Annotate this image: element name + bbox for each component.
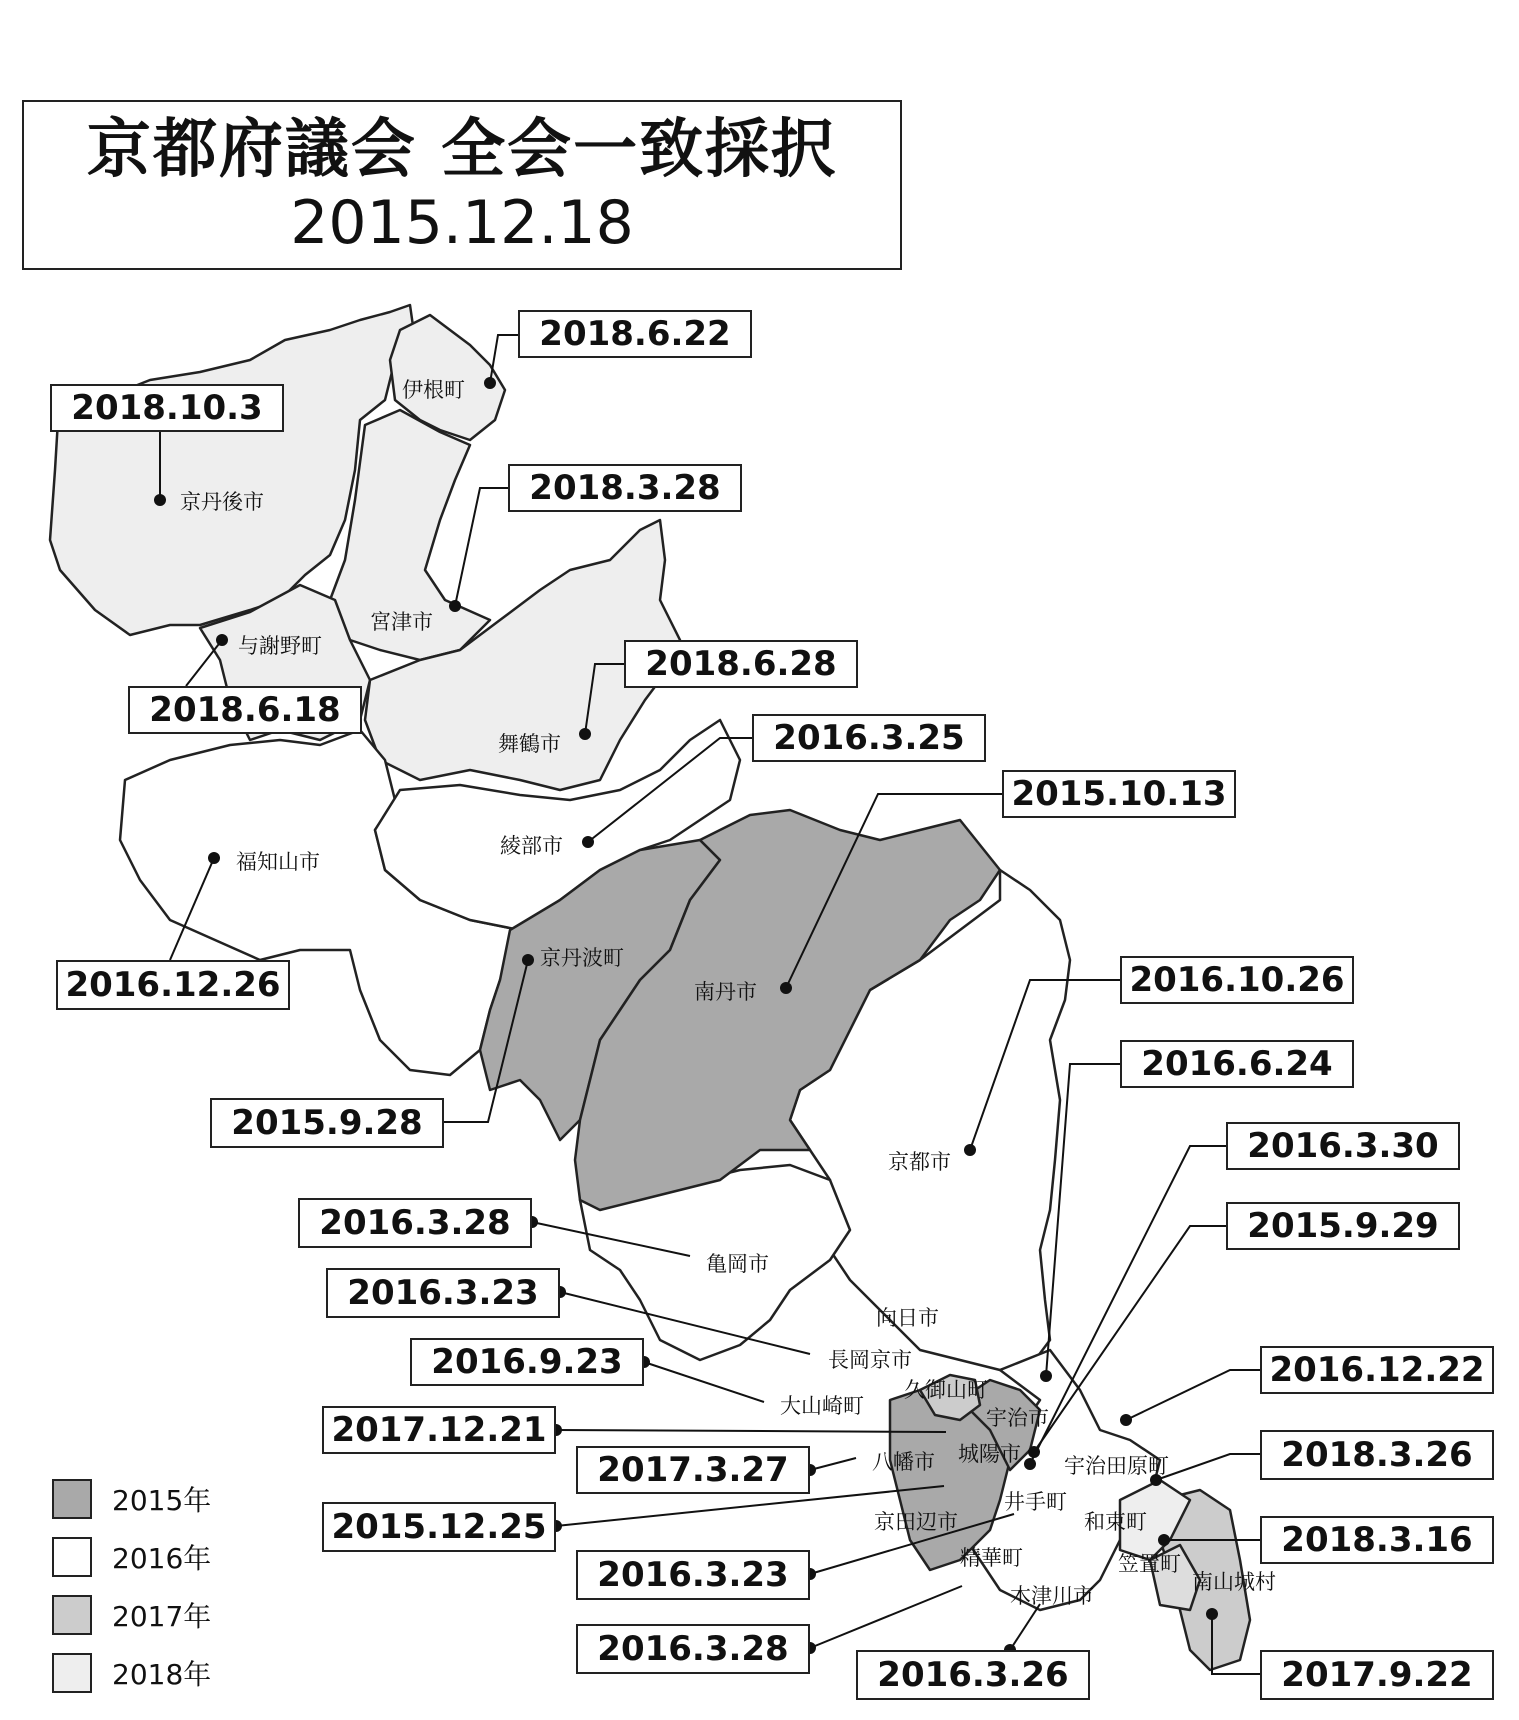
- place-label-ide: 井手町: [1004, 1490, 1067, 1514]
- date-tag-kyotango: 2018.10.3: [50, 384, 284, 432]
- date-tag-ayabe: 2016.3.25: [752, 714, 986, 762]
- place-label-maizuru: 舞鶴市: [498, 732, 561, 756]
- leader-line-kumiyama: [556, 1430, 946, 1432]
- place-label-nantan: 南丹市: [694, 980, 757, 1004]
- location-dot-ide: [1024, 1458, 1036, 1470]
- leader-line-wazuka: [1156, 1454, 1260, 1480]
- place-label-yosano: 与謝野町: [238, 634, 322, 658]
- place-label-kumiyama: 久御山町: [904, 1378, 988, 1402]
- place-label-nagaokakyo: 長岡京市: [828, 1348, 912, 1372]
- place-label-wazuka: 和束町: [1084, 1510, 1147, 1534]
- leader-line-muko: [1010, 1604, 1040, 1650]
- place-label-ujitawara: 宇治田原町: [1064, 1454, 1169, 1478]
- date-tag-fukuchiyama: 2016.12.26: [56, 960, 290, 1010]
- leader-line-miyazu: [455, 488, 508, 606]
- legend-swatch-2015: [52, 1479, 92, 1519]
- date-tag-kyoto: 2016.10.26: [1120, 956, 1354, 1004]
- place-label-ine: 伊根町: [402, 378, 465, 402]
- place-label-miyazu: 宮津市: [370, 610, 433, 634]
- legend-label-2016: 2016年: [112, 1542, 212, 1575]
- place-label-joyo: 城陽市: [958, 1442, 1021, 1466]
- date-tag-kyotanabe: 2015.12.25: [322, 1502, 556, 1552]
- legend-label-2015: 2015年: [112, 1484, 212, 1517]
- place-label-kizugawa: 木津川市: [1010, 1584, 1094, 1608]
- leader-line-kizugawa: [810, 1586, 962, 1648]
- location-dot-kyotango: [154, 494, 166, 506]
- place-label-minamiyamashiro: 南山城村: [1192, 1570, 1276, 1594]
- date-tag-ine: 2018.6.22: [518, 310, 752, 358]
- location-dot-ujitawara: [1120, 1414, 1132, 1426]
- place-label-ayabe: 綾部市: [500, 834, 563, 858]
- date-tag-nantan: 2015.10.13: [1002, 770, 1236, 818]
- date-tag-wazuka: 2018.3.26: [1260, 1430, 1494, 1480]
- leader-line-yawata: [810, 1458, 856, 1470]
- page-title: 京都府議会 全会一致採択: [86, 113, 838, 187]
- location-dot-fukuchiyama: [208, 852, 220, 864]
- place-label-kyotamba: 京丹波町: [540, 946, 624, 970]
- legend-label-2018: 2018年: [112, 1658, 212, 1691]
- date-tag-uji: 2016.6.24: [1120, 1040, 1354, 1088]
- date-tag-kameoka: 2016.3.28: [298, 1198, 532, 1248]
- location-dot-kasagi: [1158, 1534, 1170, 1546]
- location-dot-nantan: [780, 982, 792, 994]
- place-label-yawata: 八幡市: [872, 1450, 935, 1474]
- date-tag-kumiyama: 2017.12.21: [322, 1406, 556, 1454]
- location-dot-miyazu: [449, 600, 461, 612]
- legend: [52, 1470, 211, 1702]
- date-tag-kizugawa: 2016.3.28: [576, 1624, 810, 1674]
- legend-swatch-2016: [52, 1537, 92, 1577]
- legend-swatch-2017: [52, 1595, 92, 1635]
- place-label-oyamazaki: 大山崎町: [780, 1394, 864, 1418]
- place-label-kyoto: 京都市: [888, 1150, 951, 1174]
- title-box: [22, 100, 902, 270]
- place-label-fukuchiyama: 福知山市: [236, 850, 320, 874]
- leader-line-yosano: [186, 640, 222, 686]
- date-tag-yawata: 2017.3.27: [576, 1446, 810, 1494]
- legend-item-2015: [52, 1470, 211, 1528]
- legend-item-2016: [52, 1528, 211, 1586]
- location-dot-uji: [1040, 1370, 1052, 1382]
- location-dot-yosano: [216, 634, 228, 646]
- legend-swatch-2018: [52, 1653, 92, 1693]
- date-tag-yosano: 2018.6.18: [128, 686, 362, 734]
- place-label-seika: 精華町: [960, 1546, 1023, 1570]
- location-dot-minamiyamashiro: [1206, 1608, 1218, 1620]
- location-dot-maizuru: [579, 728, 591, 740]
- place-label-kasagi: 笠置町: [1118, 1552, 1181, 1576]
- title-date: 2015.12.18: [290, 188, 634, 258]
- legend-item-2018: [52, 1644, 211, 1702]
- legend-label-2017: 2017年: [112, 1600, 212, 1633]
- date-tag-maizuru: 2018.6.28: [624, 640, 858, 688]
- date-tag-kyotamba: 2015.9.28: [210, 1098, 444, 1148]
- date-tag-minamiyamashiro: 2017.9.22: [1260, 1650, 1494, 1700]
- date-tag-ujitawara: 2016.12.22: [1260, 1346, 1494, 1394]
- place-label-kyotango: 京丹後市: [180, 490, 264, 514]
- date-tag-kasagi: 2018.3.16: [1260, 1516, 1494, 1564]
- date-tag-nagaokakyo: 2016.3.23: [326, 1268, 560, 1318]
- legend-item-2017: [52, 1586, 211, 1644]
- date-tag-joyo: 2015.9.29: [1226, 1202, 1460, 1250]
- location-dot-ine: [484, 377, 496, 389]
- place-label-kyotanabe: 京田辺市: [874, 1510, 958, 1534]
- date-tag-muko: 2016.3.26: [856, 1650, 1090, 1700]
- location-dot-joyo: [1028, 1446, 1040, 1458]
- place-label-muko: 向日市: [876, 1306, 939, 1330]
- leader-line-ujitawara: [1126, 1370, 1260, 1420]
- date-tag-oyamazaki: 2016.9.23: [410, 1338, 644, 1386]
- date-tag-ide: 2016.3.30: [1226, 1122, 1460, 1170]
- location-dot-ayabe: [582, 836, 594, 848]
- date-tag-seika: 2016.3.23: [576, 1550, 810, 1600]
- leader-line-oyamazaki: [644, 1362, 764, 1402]
- place-label-uji: 宇治市: [986, 1406, 1049, 1430]
- date-tag-miyazu: 2018.3.28: [508, 464, 742, 512]
- location-dot-kyoto: [964, 1144, 976, 1156]
- place-label-kameoka: 亀岡市: [706, 1252, 769, 1276]
- location-dot-kyotamba: [522, 954, 534, 966]
